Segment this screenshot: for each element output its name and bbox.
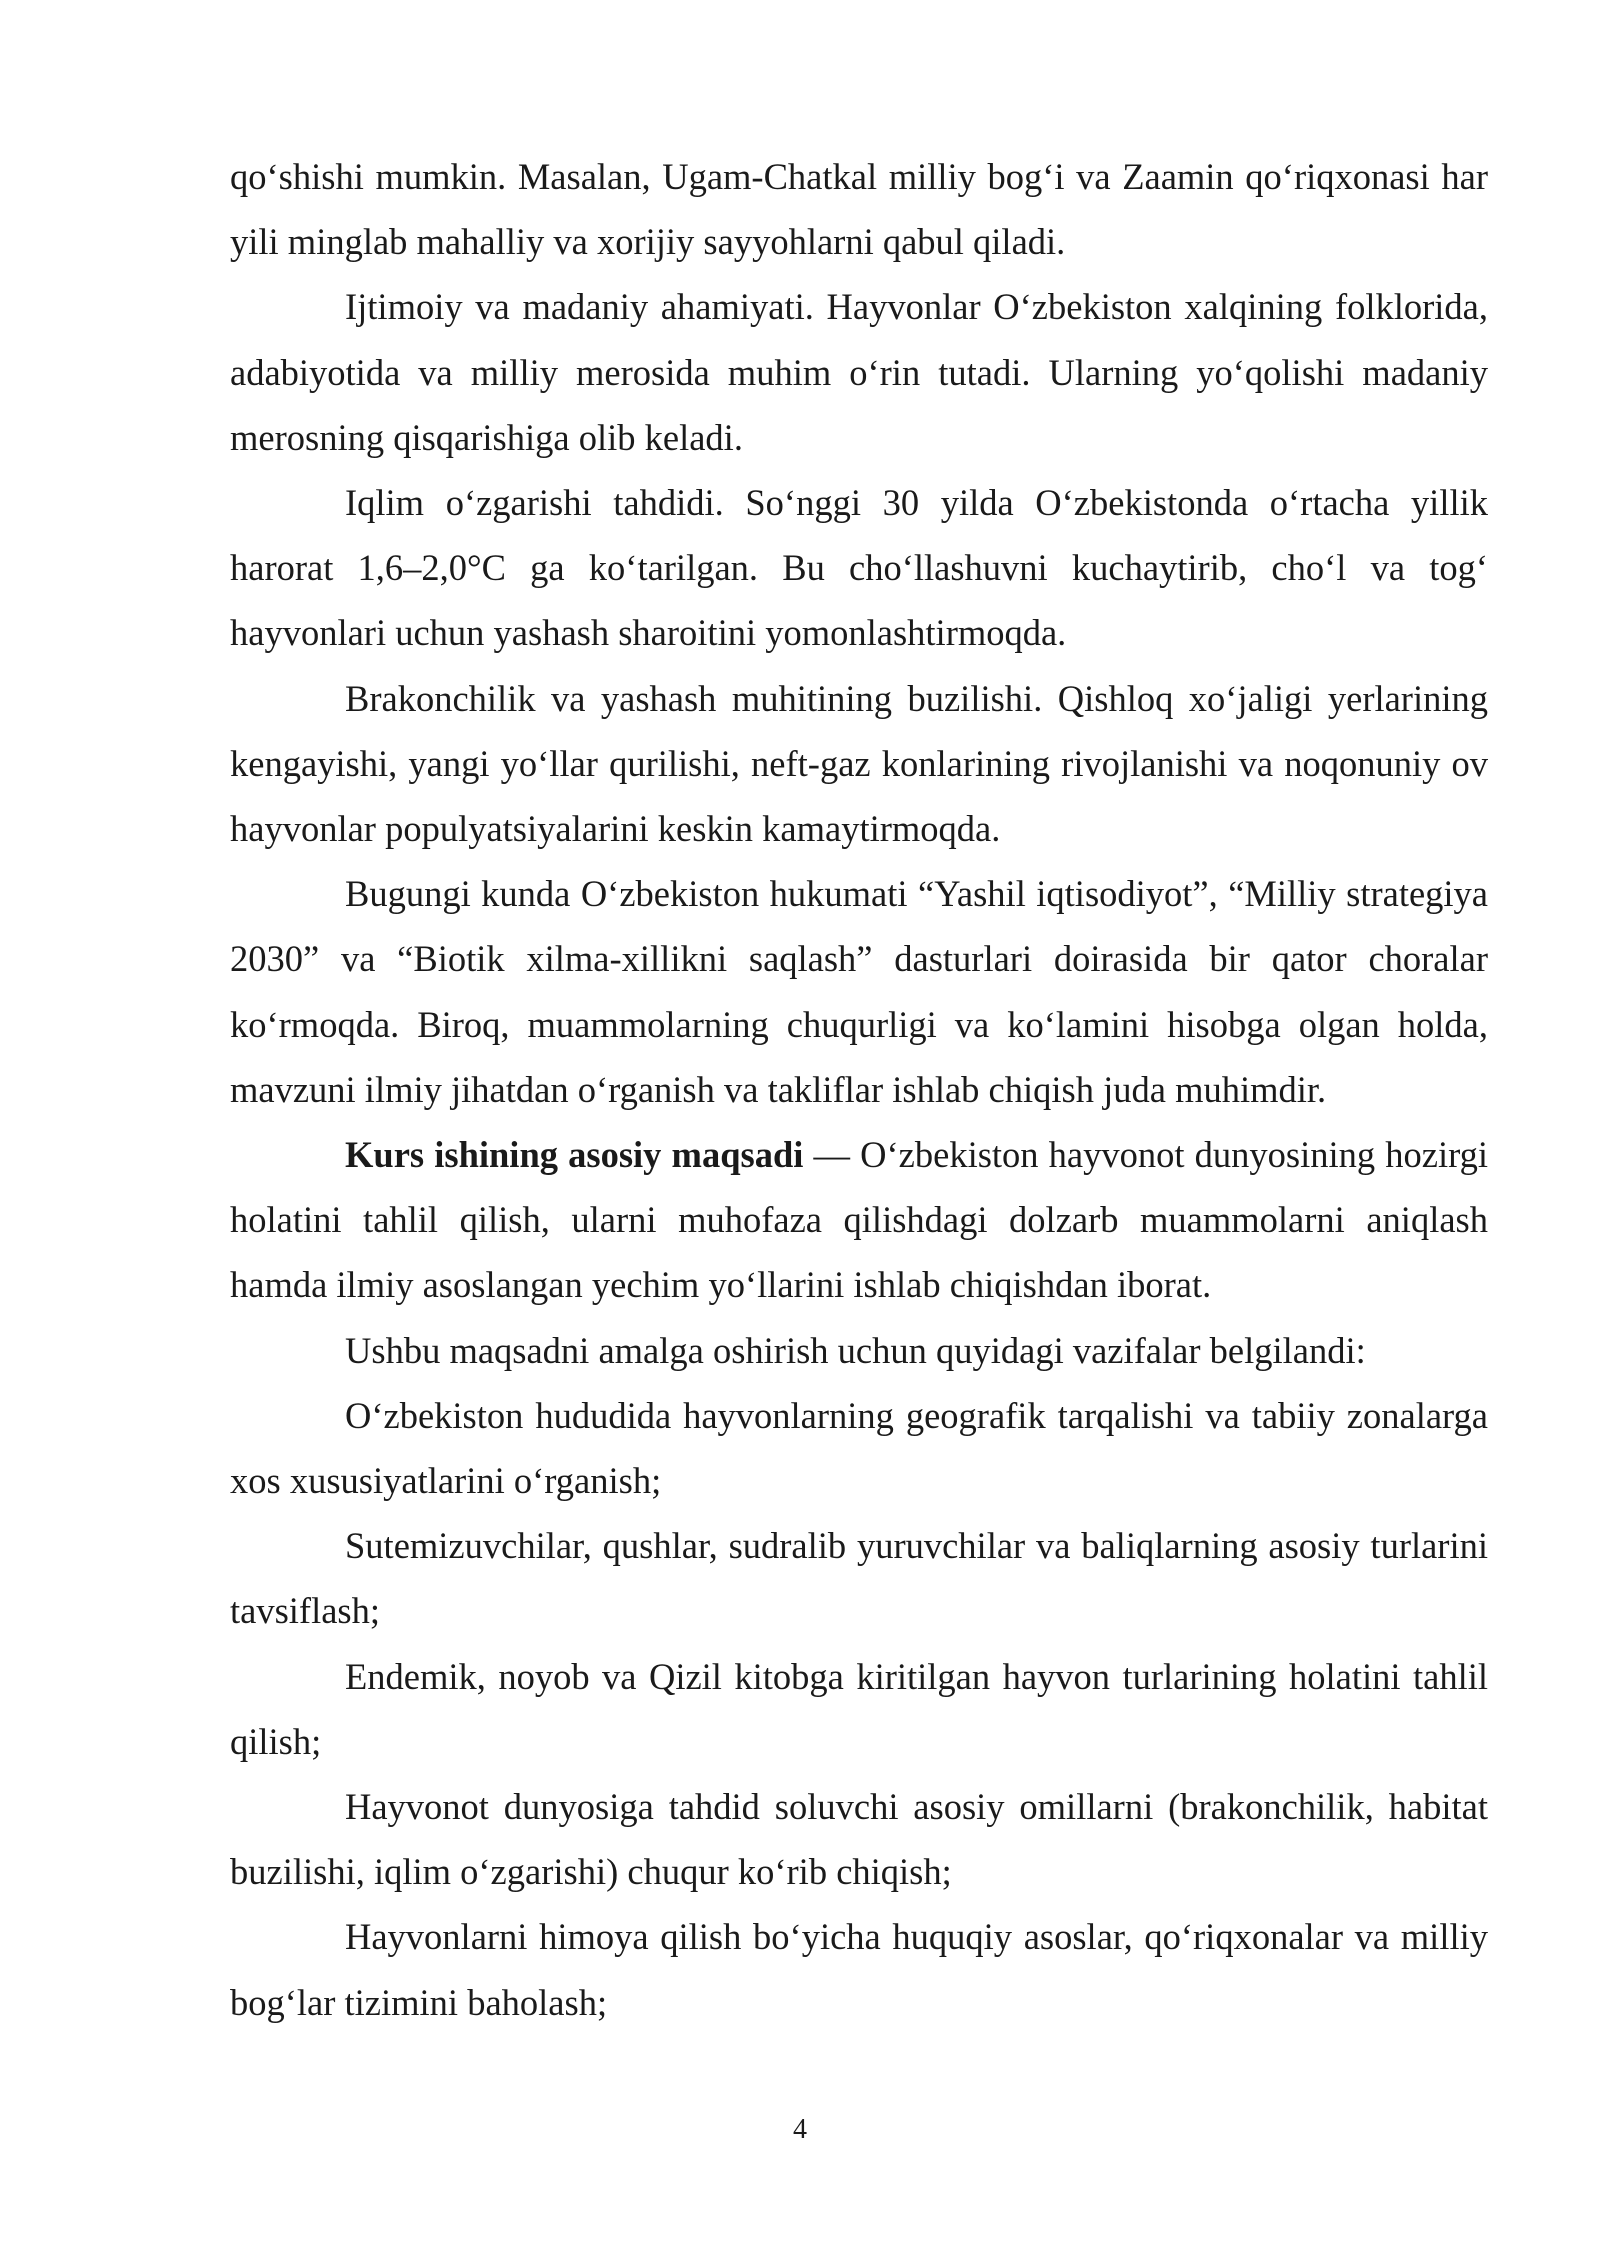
paragraph-text: Sutemizuvchilar, qushlar, sudralib yuruvchilar va baliqlarning asosiy turlarini tavsiflash;	[230, 1525, 1488, 1632]
paragraph-text: Endemik, noyob va Qizil kitobga kiritilgan hayvon turlarining holatini tahlil qilish;	[230, 1655, 1488, 1762]
paragraph	[230, 1122, 1488, 1318]
paragraph-text: Brakonchilik va yashash muhitining buzilishi. Qishloq xo‘jaligi yerlarining kengayishi, yangi yo‘llar qurilishi, neft-gaz konlarining rivojlanishi va noqonuniy ov hayvonlar populyatsiyalarini keskin kamaytirmoqda.	[230, 677, 1488, 850]
paragraph-text: Hayvonot dunyosiga tahdid soluvchi asosiy omillarni (brakonchilik, habitat buzilishi, iqlim o‘zgarishi) chuqur ko‘rib chiqish;	[230, 1786, 1488, 1893]
list-paragraph	[230, 1513, 1488, 1643]
list-paragraph	[230, 1904, 1488, 2034]
paragraph-text: Iqlim o‘zgarishi tahdidi. So‘nggi 30 yilda O‘zbekistonda o‘rtacha yillik harorat 1,6–2,0°C ga ko‘tarilgan. Bu cho‘llashuvni kuchaytirib, cho‘l va tog‘ hayvonlari uchun yashash sharoitini yomonlashtirmoqda.	[230, 482, 1488, 654]
list-paragraph	[230, 1774, 1488, 1904]
paragraph-text: O‘zbekiston hududida hayvonlarning geografik tarqalishi va tabiiy zonalarga xos xususiyatlarini o‘rganish;	[230, 1394, 1488, 1502]
paragraph-text: — O‘zbekiston hayvonot dunyosining hozirgi holatini tahlil qilish, ularni muhofaza qilishdagi dolzarb muammolarni aniqlash hamda ilmiy asoslangan yechim yo‘llarini ishlab chiqishdan iborat.	[230, 1134, 1488, 1306]
paragraph-text: Hayvonlarni himoya qilish bo‘yicha huquqiy asoslar, qo‘riqxonalar va milliy bog‘lar tizimini baholash;	[230, 1916, 1488, 2023]
paragraph	[230, 1318, 1488, 1383]
paragraph	[230, 861, 1488, 1122]
body-text	[230, 144, 1488, 2035]
bold-lead-text: Kurs ishining asosiy maqsadi	[345, 1134, 804, 1176]
paragraph-text: qo‘shishi mumkin. Masalan, Ugam-Chatkal milliy bog‘i va Zaamin qo‘riqxonasi har yili minglab mahalliy va xorijiy sayyohlarni qabul qiladi.	[230, 156, 1488, 263]
list-paragraph	[230, 1383, 1488, 1513]
page-number: 4	[793, 2114, 807, 2145]
paragraph-text: Bugungi kunda O‘zbekiston hukumati “Yashil iqtisodiyot”, “Milliy strategiya 2030” va “Biotik xilma-xillikni saqlash” dasturlari doirasida bir qator choralar ko‘rmoqda. Biroq, muammolarning chuqurligi va ko‘lamini hisobga olgan holda, mavzuni ilmiy jihatdan o‘rganish va takliflar ishlab chiqish juda muhimdir.	[230, 873, 1488, 1110]
list-paragraph	[230, 1644, 1488, 1774]
paragraph	[230, 274, 1488, 470]
paragraph	[230, 470, 1488, 666]
paragraph-text: Ijtimoiy va madaniy ahamiyati. Hayvonlar O‘zbekiston xalqining folklorida, adabiyotida va milliy merosida muhim o‘rin tutadi. Ularning yo‘qolishi madaniy merosning qisqarishiga olib keladi.	[230, 286, 1488, 458]
paragraph	[230, 666, 1488, 862]
paragraph-text: Ushbu maqsadni amalga oshirish uchun quyidagi vazifalar belgilandi:	[345, 1329, 1366, 1371]
paragraph	[230, 144, 1488, 274]
